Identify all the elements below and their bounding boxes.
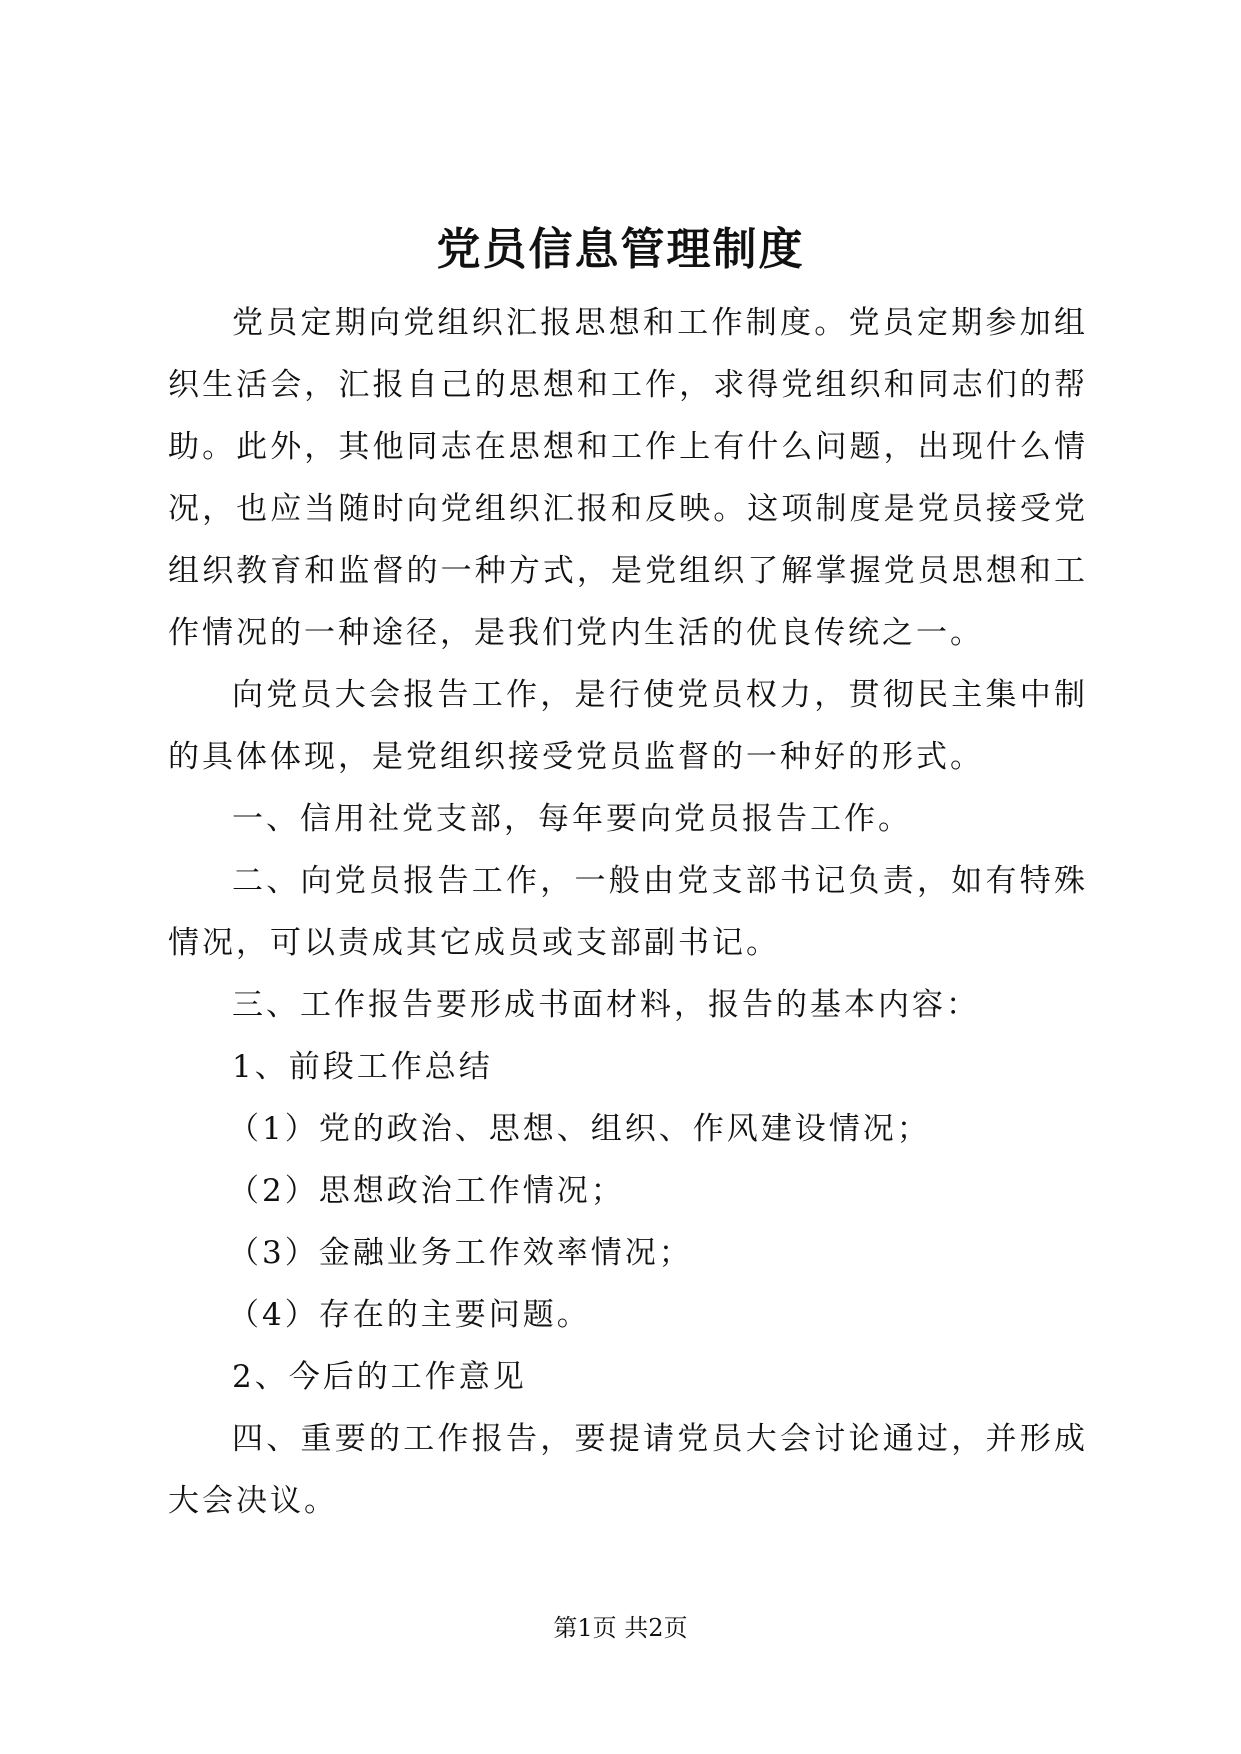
paragraph: 党员定期向党组织汇报思想和工作制度。党员定期参加组织生活会，汇报自己的思想和工作，求得党组织和同志们的帮助。此外，其他同志在思想和工作上有什么问题，出现什么情况，也应当随时向党组织汇报和反映。这项制度是党员接受党组织教育和监督的一种方式，是党组织了解掌握党员思想和工作情况的一种途径，是我们党内生活的优良传统之一。 <box>168 305 1088 651</box>
list-item: （4）存在的主要问题。 <box>228 1297 591 1333</box>
document-body <box>168 292 1088 1532</box>
paragraph: 1、前段工作总结 <box>232 1049 493 1085</box>
paragraph: 四、重要的工作报告，要提请党员大会讨论通过，并形成大会决议。 <box>168 1421 1088 1519</box>
list-item: （3）金融业务工作效率情况； <box>228 1235 693 1271</box>
paragraph: 向党员大会报告工作，是行使党员权力，贯彻民主集中制的具体体现，是党组织接受党员监督的一种好的形式。 <box>168 677 1088 775</box>
paragraph: 三、工作报告要形成书面材料，报告的基本内容： <box>232 987 980 1023</box>
paragraph: 一、信用社党支部，每年要向党员报告工作。 <box>232 801 912 837</box>
page-footer: 第1页 共2页 <box>553 1614 688 1642</box>
paragraph: 2、今后的工作意见 <box>232 1359 527 1395</box>
document-title: 党员信息管理制度 <box>436 224 805 275</box>
list-item: （2）思想政治工作情况； <box>228 1173 625 1209</box>
list-item: （1）党的政治、思想、组织、作风建设情况； <box>228 1111 931 1147</box>
paragraph: 二、向党员报告工作，一般由党支部书记负责，如有特殊情况，可以责成其它成员或支部副书记。 <box>168 863 1088 961</box>
